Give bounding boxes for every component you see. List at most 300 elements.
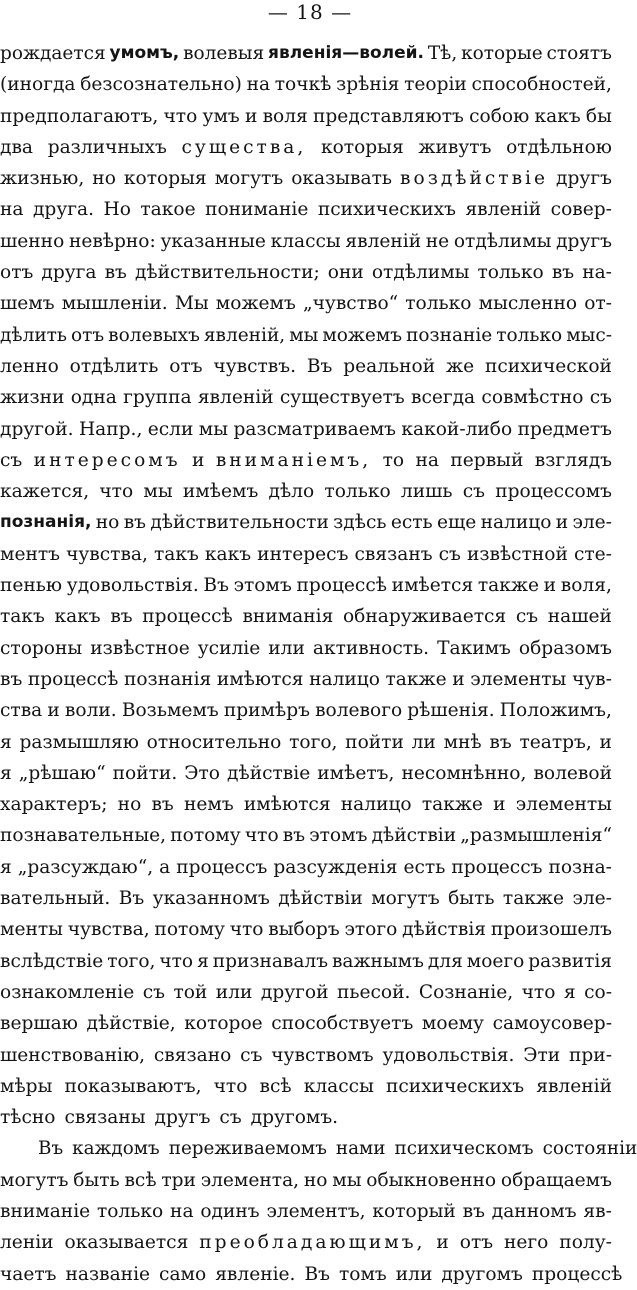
word: вслѣдствіе xyxy=(0,950,104,972)
word: отдѣлить xyxy=(69,355,159,377)
word: могутъ xyxy=(371,888,440,910)
word: само xyxy=(159,1263,207,1285)
word: только xyxy=(324,481,391,503)
page-number: — 18 — xyxy=(267,0,353,24)
word: классы xyxy=(303,1075,374,1097)
word: той xyxy=(173,981,208,1003)
word: „размышленія“ xyxy=(460,825,612,847)
word: собою xyxy=(469,105,530,127)
word: такое xyxy=(140,199,196,221)
word: воли. xyxy=(64,700,117,722)
word: отдѣлимы xyxy=(371,262,470,284)
text-line xyxy=(0,194,612,225)
word: другой xyxy=(260,981,329,1003)
text-line xyxy=(0,38,612,69)
word: на xyxy=(0,199,24,221)
word: ли xyxy=(411,731,436,753)
word: характеръ; xyxy=(0,794,108,816)
word: дѣйствительности xyxy=(150,512,329,534)
word: я xyxy=(0,762,12,784)
word: примѣръ xyxy=(223,700,310,722)
word: мѣры xyxy=(0,1075,53,1097)
word: какъ xyxy=(204,543,252,565)
word: предметъ xyxy=(517,418,612,440)
word: леніи xyxy=(0,1232,54,1254)
word: Мы xyxy=(174,293,209,315)
word: они xyxy=(327,262,364,284)
word: нашей xyxy=(547,606,612,628)
word: взглядъ xyxy=(534,449,612,471)
word: него xyxy=(504,1232,549,1254)
word: пойти. xyxy=(112,762,178,784)
word: чувствъ. xyxy=(213,355,297,377)
word: данномъ xyxy=(491,1200,577,1222)
word: которое xyxy=(184,1013,263,1035)
word: пенью xyxy=(0,575,63,597)
word: имѣются xyxy=(243,794,331,816)
word: или xyxy=(215,981,253,1003)
word: реальной xyxy=(343,355,436,377)
word: оказывается xyxy=(64,1232,189,1254)
word: друга. xyxy=(32,199,94,221)
word: Тѣ, xyxy=(427,43,458,64)
word: связаны xyxy=(64,1107,146,1129)
text-line xyxy=(0,758,612,789)
word: Положимъ, xyxy=(499,700,612,722)
word: же xyxy=(445,355,475,377)
word: шемъ xyxy=(0,293,55,315)
text-line xyxy=(0,445,612,476)
word: такъ xyxy=(154,543,199,565)
text-line xyxy=(0,1040,612,1071)
word: стороны xyxy=(0,637,83,659)
text-line xyxy=(0,1227,612,1258)
word: важнымъ xyxy=(331,950,424,972)
word: чув- xyxy=(571,668,612,690)
word: элементы xyxy=(470,668,567,690)
word: разсматриваемъ xyxy=(233,418,396,440)
word: процессѣ xyxy=(531,1263,623,1285)
word: отъ xyxy=(169,355,203,377)
text-line xyxy=(0,1133,637,1164)
word: для xyxy=(427,950,463,972)
word: отъ xyxy=(0,262,34,284)
word: обыкновенно xyxy=(366,1169,497,1191)
word: или xyxy=(395,1263,433,1285)
word: активность. xyxy=(312,637,430,659)
word: что xyxy=(213,1075,248,1097)
word: указанномъ xyxy=(152,888,270,910)
word: классы xyxy=(270,230,341,252)
word: психическихъ xyxy=(386,1075,525,1097)
word: преобладающимъ, xyxy=(199,1232,426,1254)
word: пьесой. xyxy=(336,981,411,1003)
word: явленія—волей. xyxy=(268,43,424,63)
word: томъ xyxy=(338,1263,387,1285)
word: жизни xyxy=(0,387,65,409)
word: могутъ xyxy=(214,168,284,190)
word: два xyxy=(0,136,34,158)
word: мы xyxy=(332,1169,362,1191)
word: точкѣ xyxy=(274,74,332,96)
word: на xyxy=(246,74,271,96)
word: всѣ xyxy=(124,1169,157,1191)
word: воля, xyxy=(560,575,612,597)
word: первый xyxy=(450,449,524,471)
word: одна xyxy=(70,387,117,409)
word: на xyxy=(170,1200,194,1222)
word: процессѣ xyxy=(27,668,119,690)
word: связано xyxy=(153,1044,232,1066)
word: этомъ xyxy=(233,575,292,597)
word: процессъ xyxy=(451,856,543,878)
word: и xyxy=(543,575,557,597)
word: какъ xyxy=(534,105,581,127)
word: я xyxy=(197,950,209,972)
word: со- xyxy=(584,981,612,1003)
word: отдѣлимы xyxy=(453,230,552,252)
word: вниманіемъ, xyxy=(215,449,372,471)
word: чувства, xyxy=(67,919,150,941)
word: такъ xyxy=(0,606,45,628)
word: Эти xyxy=(523,1044,561,1066)
word: выборъ xyxy=(268,919,340,941)
text-line xyxy=(0,789,612,820)
word: также xyxy=(421,794,483,816)
word: способствуетъ xyxy=(271,1013,414,1035)
word: нами xyxy=(335,1138,386,1160)
word: этого xyxy=(344,919,398,941)
word: явленій xyxy=(465,199,542,221)
word: могутъ xyxy=(0,1169,69,1191)
word: указанные xyxy=(160,230,266,252)
word: явленій, xyxy=(203,324,286,346)
word: чувствомъ xyxy=(271,1044,374,1066)
word: ленно xyxy=(0,355,59,377)
word: пониманіе xyxy=(205,199,309,221)
text-line xyxy=(0,1259,623,1290)
word: съ xyxy=(438,543,461,565)
word: извѣстное xyxy=(90,637,190,659)
word: театръ, xyxy=(519,731,592,753)
word: другомъ xyxy=(441,1263,523,1285)
word: дѣйствіи xyxy=(278,888,363,910)
word: что xyxy=(244,825,279,847)
word: обнаруживается xyxy=(342,606,507,628)
word: развитія xyxy=(528,950,612,972)
word: яв- xyxy=(583,1200,612,1222)
word: и xyxy=(452,668,465,690)
word: или xyxy=(268,637,305,659)
word: дѣлить xyxy=(0,324,67,346)
word: другой. xyxy=(0,418,74,440)
text-line xyxy=(0,727,612,758)
text-line xyxy=(0,852,612,883)
word: вершаю xyxy=(0,1013,78,1035)
word: Напр., xyxy=(78,418,143,440)
word: всѣ xyxy=(259,1075,292,1097)
word: но xyxy=(95,512,120,534)
body-text xyxy=(0,38,637,1290)
word: отдѣльною xyxy=(506,136,612,158)
word: стоятъ xyxy=(546,43,612,64)
text-line xyxy=(0,1165,612,1196)
word: психической xyxy=(484,355,612,377)
text-line xyxy=(0,570,612,601)
word: вниманія xyxy=(242,606,334,628)
word: умомъ, xyxy=(109,43,180,63)
word: но xyxy=(117,794,142,816)
word: умъ xyxy=(202,105,240,127)
word: совер- xyxy=(550,199,612,221)
word: дѣйствіе xyxy=(227,762,311,784)
text-line xyxy=(0,946,612,977)
word: связанъ xyxy=(354,543,433,565)
text-line xyxy=(0,914,612,945)
text-line xyxy=(0,163,612,194)
word: удовольствія. xyxy=(66,575,199,597)
word: съ xyxy=(0,449,23,471)
word: потому xyxy=(154,919,225,941)
text-line xyxy=(0,132,612,163)
text-line xyxy=(0,69,612,100)
word: удовольствія. xyxy=(382,1044,515,1066)
word: мнѣ xyxy=(443,731,482,753)
word: Въ xyxy=(38,1138,64,1160)
word: названіе xyxy=(65,1263,151,1285)
word: способностей, xyxy=(471,74,612,96)
word: но xyxy=(303,1169,328,1191)
text-line xyxy=(0,351,612,382)
word: съ xyxy=(240,1044,263,1066)
word: три xyxy=(161,1169,196,1191)
word: психическомъ xyxy=(394,1138,534,1160)
word: мы xyxy=(143,481,173,503)
text-line xyxy=(0,1196,612,1227)
word: зрѣнія xyxy=(336,74,400,96)
word: что xyxy=(99,481,134,503)
word: въ xyxy=(123,512,146,534)
word: относительно xyxy=(146,731,282,753)
word: познавательные, xyxy=(0,825,167,847)
text-line xyxy=(0,820,612,851)
text-line xyxy=(0,539,612,570)
word: которые xyxy=(461,43,543,64)
word: процессѣ xyxy=(142,606,233,628)
word: въ xyxy=(489,731,512,753)
word: мысленно xyxy=(478,293,578,315)
word: другъ xyxy=(154,1107,211,1129)
word: оказывать xyxy=(291,168,392,190)
word: извѣстной xyxy=(466,543,568,565)
word: которыя xyxy=(123,168,207,190)
word: того, xyxy=(107,950,156,972)
word: и xyxy=(47,700,60,722)
word: отъ xyxy=(459,1232,494,1254)
word: и xyxy=(599,731,612,753)
word: при- xyxy=(569,1044,612,1066)
word: я xyxy=(563,981,576,1003)
word: потому xyxy=(170,825,241,847)
word: волевой xyxy=(533,762,612,784)
word: что xyxy=(159,950,194,972)
word: съ xyxy=(462,481,485,503)
word: только xyxy=(96,1200,164,1222)
text-line xyxy=(0,633,612,664)
word: процессомъ xyxy=(495,481,612,503)
word: и xyxy=(555,512,569,534)
word: тѣсно xyxy=(0,1107,56,1129)
word: дѣло xyxy=(268,481,315,503)
word: отъ xyxy=(71,324,105,346)
word: быть xyxy=(448,888,495,910)
word: дѣйствіе, xyxy=(86,1013,176,1035)
word: что xyxy=(229,919,264,941)
word: чаетъ xyxy=(0,1263,57,1285)
word: этомъ xyxy=(309,825,368,847)
word: каждомъ xyxy=(72,1138,160,1160)
word: (иногда xyxy=(0,74,76,96)
word: дѣйствія xyxy=(402,919,487,941)
word: что xyxy=(521,981,556,1003)
word: ментъ xyxy=(0,543,60,565)
word: эле- xyxy=(572,512,612,534)
word: только xyxy=(405,293,472,315)
word: какъ xyxy=(54,606,101,628)
word: Такимъ xyxy=(437,637,511,659)
word: одинъ xyxy=(200,1200,260,1222)
word: налицо xyxy=(340,794,412,816)
word: только xyxy=(477,262,544,284)
word: и xyxy=(244,105,258,127)
word: Но xyxy=(103,199,131,221)
word: моего xyxy=(466,950,525,972)
word: налицо xyxy=(480,512,552,534)
word: другъ xyxy=(556,168,612,190)
word: познаніе xyxy=(406,324,493,346)
text-line xyxy=(0,1071,612,1102)
word: можемъ xyxy=(215,293,296,315)
word: психическихъ xyxy=(317,199,456,221)
word: налицо xyxy=(309,668,380,690)
word: также xyxy=(477,575,539,597)
word: самоусовер- xyxy=(492,1013,612,1035)
word: различныхъ xyxy=(47,136,167,158)
word: живутъ xyxy=(418,136,492,158)
text-line xyxy=(0,695,612,726)
word: менты xyxy=(0,919,63,941)
text-line xyxy=(0,507,612,538)
word: совмѣстно xyxy=(481,387,584,409)
word: процессъ xyxy=(176,856,268,878)
word: явленій xyxy=(536,1075,612,1097)
word: есть xyxy=(390,512,433,534)
word: съ xyxy=(589,387,612,409)
word: въ xyxy=(282,825,306,847)
text-line xyxy=(0,257,612,288)
word: имѣетъ, xyxy=(317,762,395,784)
word: можемъ xyxy=(322,324,403,346)
word: немъ xyxy=(183,794,234,816)
word: имѣются xyxy=(216,668,304,690)
word: сте- xyxy=(573,543,612,565)
word: ознакомленіе xyxy=(0,981,135,1003)
word: шенствованію, xyxy=(0,1044,146,1066)
word: я xyxy=(0,731,12,753)
word: Въ xyxy=(203,575,229,597)
word: въ xyxy=(110,606,133,628)
word: здѣсь xyxy=(333,512,387,534)
word: то xyxy=(382,449,405,471)
text-line xyxy=(0,601,612,632)
word: есть xyxy=(403,856,446,878)
word: имѣемъ xyxy=(182,481,259,503)
word: от- xyxy=(584,293,612,315)
word: лишь xyxy=(400,481,453,503)
word: познанія xyxy=(123,668,212,690)
word: и xyxy=(191,449,205,471)
word: и xyxy=(436,1232,449,1254)
word: переживаемомъ xyxy=(168,1138,327,1160)
word: какой-либо xyxy=(401,418,513,440)
word: но xyxy=(92,168,116,190)
text-line xyxy=(0,664,612,695)
word: невѣрно: xyxy=(68,230,156,252)
word: несомнѣнно, xyxy=(401,762,527,784)
word: которыя xyxy=(320,136,404,158)
word: также xyxy=(385,668,447,690)
text-line xyxy=(0,414,612,445)
text-line xyxy=(0,288,612,319)
word: въ xyxy=(104,262,127,284)
word: въ xyxy=(462,1200,485,1222)
word: ства xyxy=(0,700,43,722)
word: безсознательно) xyxy=(80,74,242,96)
word: еще xyxy=(436,512,477,534)
word: „разсуждаю“, xyxy=(17,856,154,878)
word: мыс- xyxy=(566,324,612,346)
word: предполагаютъ, xyxy=(0,105,159,127)
word: въ xyxy=(551,262,575,284)
word: элементъ, xyxy=(266,1200,366,1222)
word: съ xyxy=(142,981,165,1003)
word: который xyxy=(372,1200,456,1222)
word: воздѣйствіе xyxy=(400,168,549,190)
word: кажется, xyxy=(0,481,90,503)
word: эле- xyxy=(572,888,612,910)
word: „рѣшаю“ xyxy=(18,762,106,784)
word: мы xyxy=(289,324,319,346)
word: друга xyxy=(41,262,97,284)
text-line xyxy=(0,226,612,257)
word: интересомъ xyxy=(33,449,181,471)
word: если xyxy=(147,418,194,440)
word: воля xyxy=(262,105,308,127)
word: моему xyxy=(421,1013,484,1035)
word: я xyxy=(0,856,12,878)
word: рождается xyxy=(0,43,106,64)
word: явленій xyxy=(197,387,274,409)
word: имѣется xyxy=(391,575,474,597)
word: другъ xyxy=(556,230,612,252)
text-line xyxy=(0,101,612,132)
word: всегда xyxy=(410,387,476,409)
word: элемента, xyxy=(200,1169,300,1191)
word: другомъ. xyxy=(250,1107,339,1129)
word: дѣйствіи xyxy=(371,825,457,847)
word: Сознаніе, xyxy=(418,981,514,1003)
word: и xyxy=(493,794,506,816)
